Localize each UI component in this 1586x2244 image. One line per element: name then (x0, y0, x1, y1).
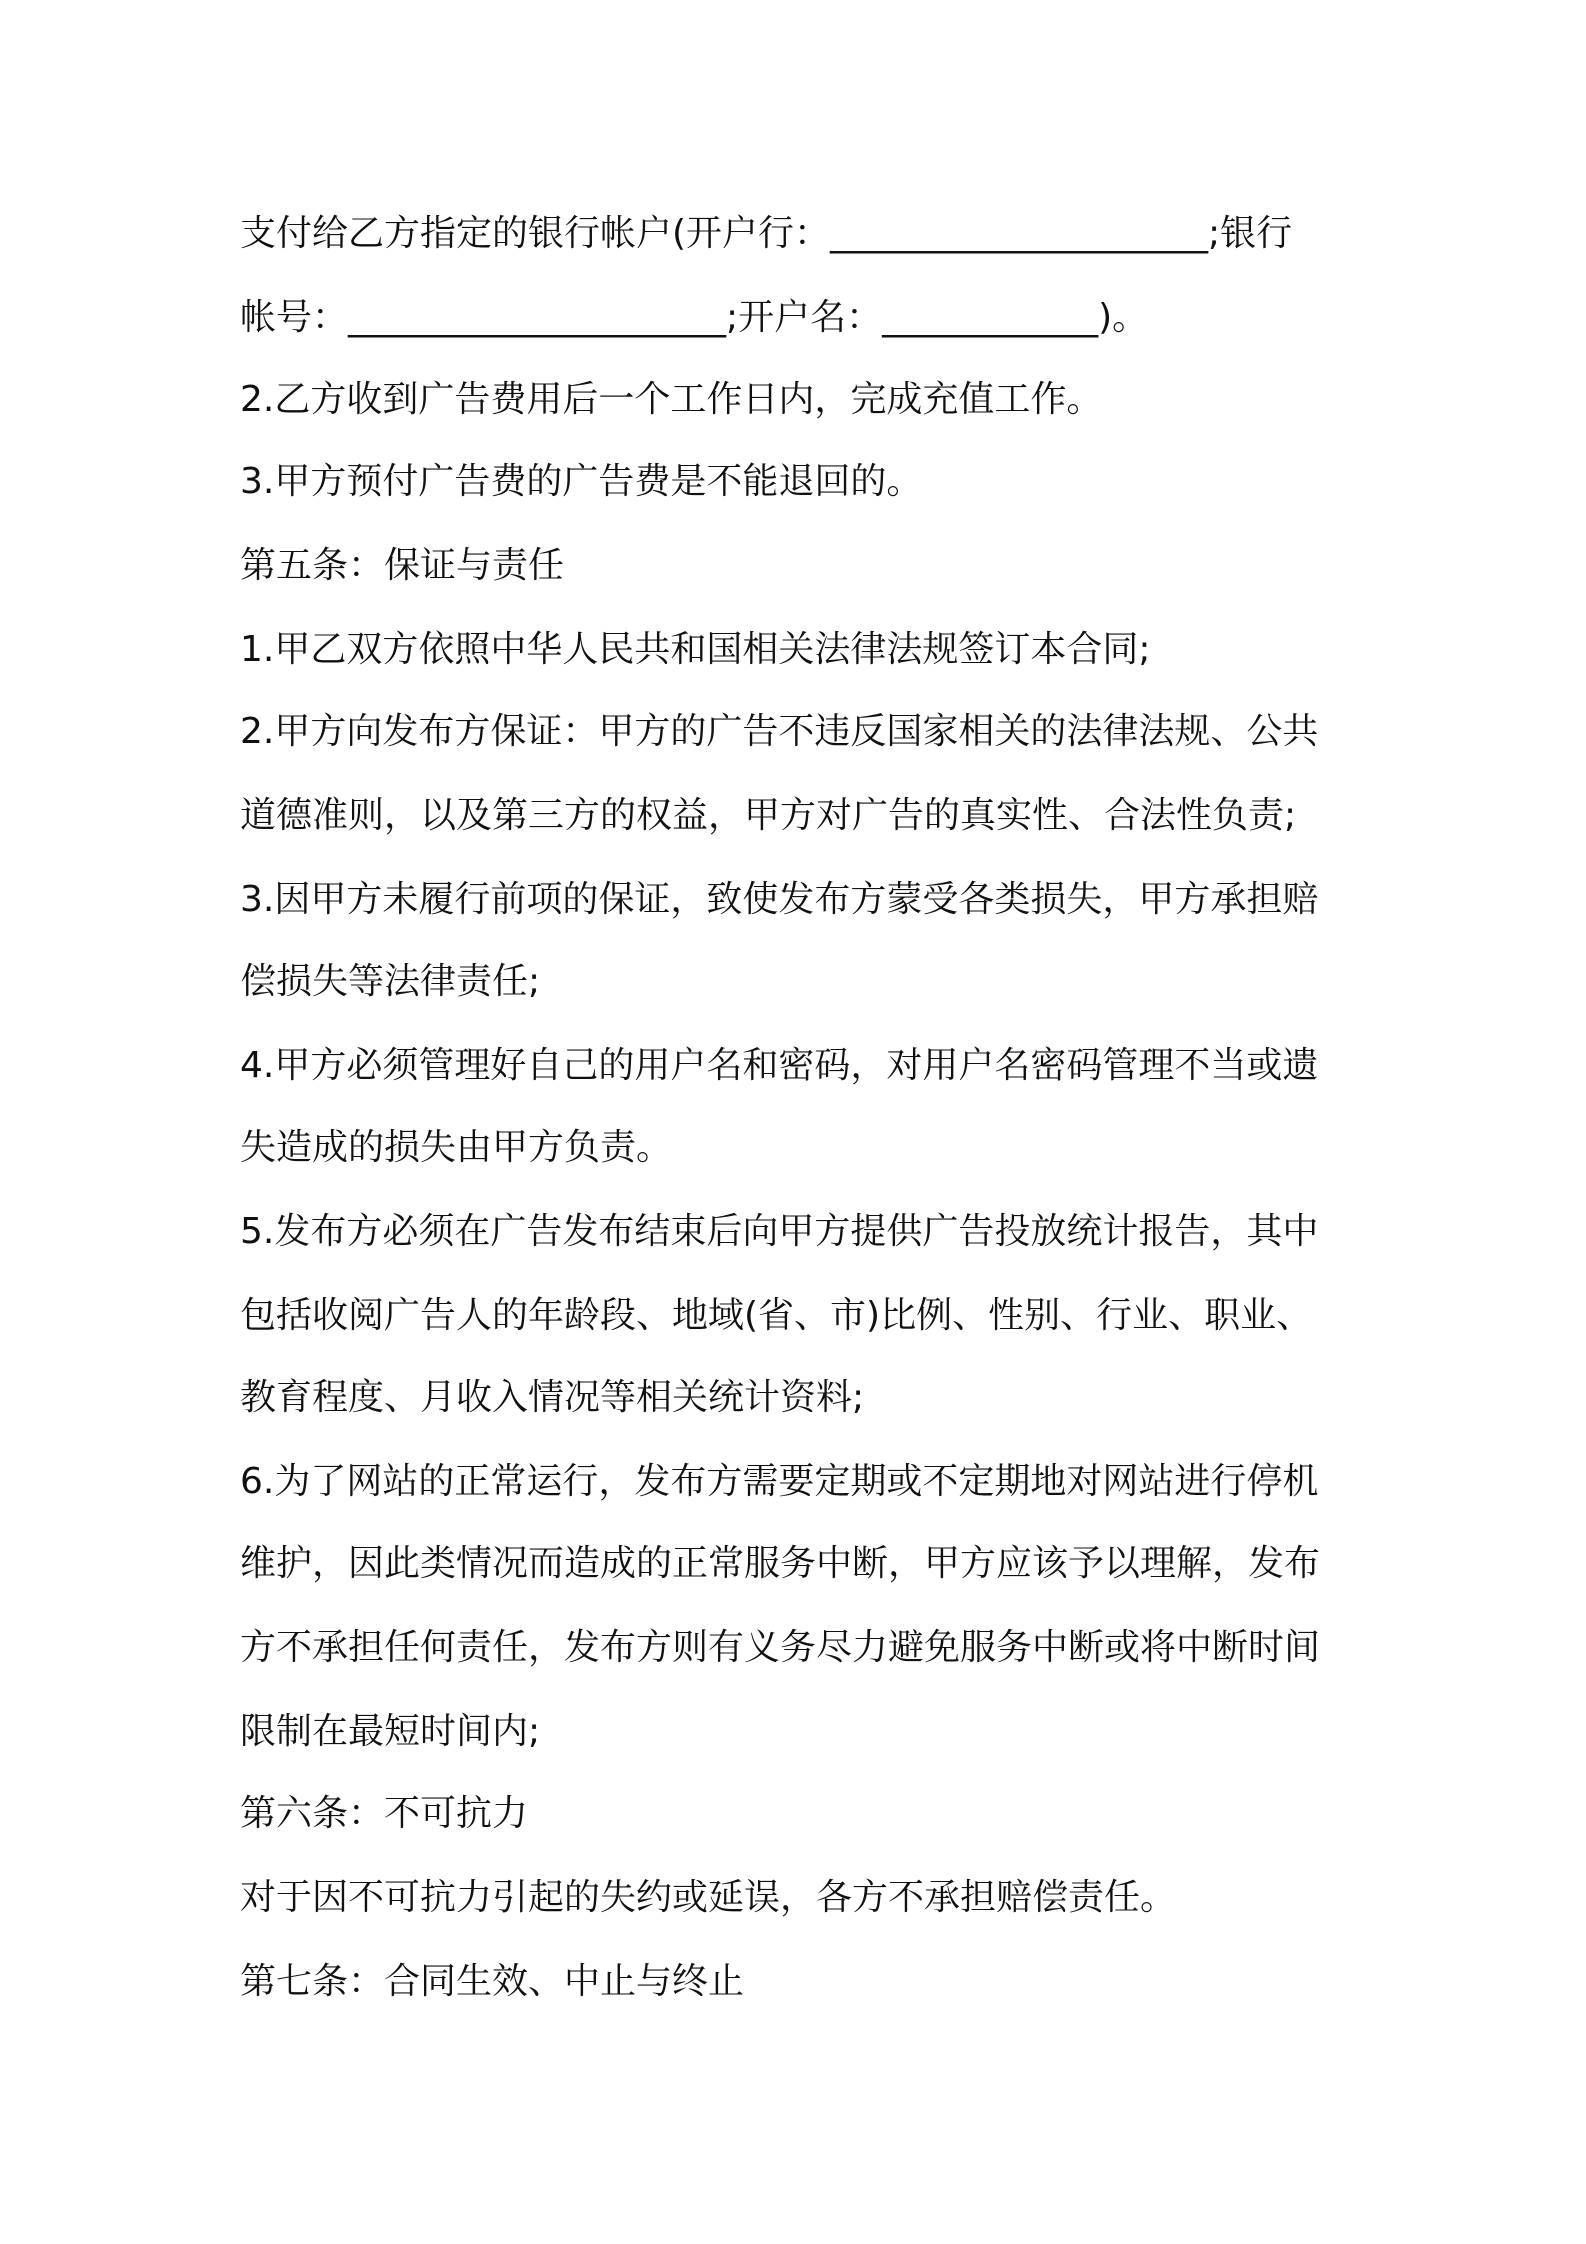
text-line-11: 4.甲方必须管理好自己的用户名和密码，对用户名密码管理不当或遗 (240, 1045, 1319, 1086)
text-line-21: 对于因不可抗力引起的失约或延误，各方不承担赔偿责任。 (240, 1877, 1177, 1918)
text-line-19: 限制在最短时间内; (240, 1711, 541, 1752)
text-line-7: 2.甲方向发布方保证：甲方的广告不违反国家相关的法律法规、公共 (240, 711, 1319, 752)
text-line-14: 包括收阅广告人的年龄段、地域(省、市)比例、性别、行业、职业、 (240, 1295, 1313, 1336)
section-heading-6: 第六条：不可抗力 (240, 1793, 529, 1834)
text-line-17: 维护，因此类情况而造成的正常服务中断，甲方应该予以理解，发布 (240, 1543, 1321, 1584)
text-line-15: 教育程度、月收入情况等相关统计资料; (240, 1377, 865, 1418)
section-heading-7: 第七条：合同生效、中止与终止 (240, 1961, 745, 2002)
text-line-9: 3.因甲方未履行前项的保证，致使发布方蒙受各类损失，甲方承担赔 (240, 879, 1319, 920)
text-line-4: 3.甲方预付广告费的广告费是不能退回的。 (240, 461, 923, 502)
section-heading-5: 第五条：保证与责任 (240, 545, 565, 586)
text-line-18: 方不承担任何责任，发布方则有义务尽力避免服务中断或将中断时间 (240, 1627, 1321, 1668)
text-line-2: 帐号：_____________________;开户名：____________)。 (240, 297, 1149, 338)
text-line-12: 失造成的损失由甲方负责。 (240, 1127, 673, 1168)
text-line-6: 1.甲乙双方依照中华人民共和国相关法律法规签订本合同; (240, 629, 1151, 670)
text-line-1: 支付给乙方指定的银行帐户(开户行：_____________________;银行 (240, 213, 1293, 254)
text-line-13: 5.发布方必须在广告发布结束后向甲方提供广告投放统计报告，其中 (240, 1211, 1319, 1252)
text-line-3: 2.乙方收到广告费用后一个工作日内，完成充值工作。 (240, 379, 1103, 420)
text-line-16: 6.为了网站的正常运行，发布方需要定期或不定期地对网站进行停机 (240, 1461, 1319, 1502)
text-line-10: 偿损失等法律责任; (240, 961, 541, 1002)
text-line-8: 道德准则，以及第三方的权益，甲方对广告的真实性、合法性负责; (240, 795, 1297, 836)
